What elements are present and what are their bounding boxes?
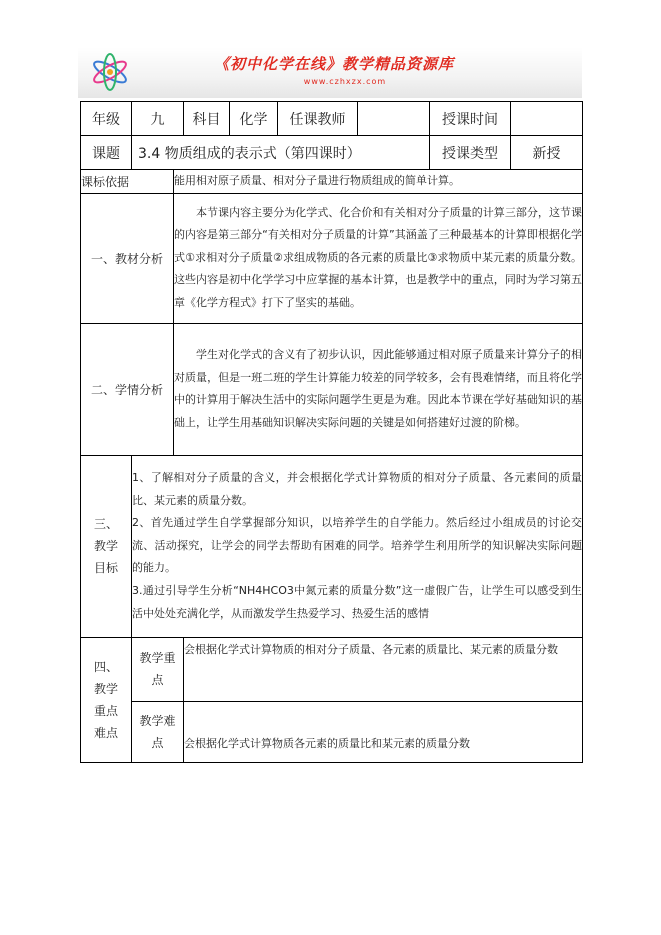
keypoints-label-line-3: 重点 <box>93 703 118 718</box>
grade-label: 年级 <box>81 102 132 136</box>
difficulty-text: 会根据化学式计算物质各元素的质量比和某元素的质量分数 <box>184 701 583 762</box>
key-label-line-2: 点 <box>151 673 164 688</box>
difficulty-label-line-2: 点 <box>151 735 164 750</box>
teacher-label: 任课教师 <box>278 102 358 136</box>
teacher-value <box>358 102 430 136</box>
goal-2: 2、首先通过学生自学掌握部分知识，以培养学生的自学能力。然后经过小组成员的讨论交流、活动探究，让学会的同学去帮助有困难的同学。培养学生利用所学的知识解决实际问题的能力。 <box>132 516 582 575</box>
student-text: 学生对化学式的含义有了初步认识，因此能够通过相对原子质量来计算分子的相对质量，但是一班二班的学生计算能力较差的同学较多，会有畏难情绪，而且将化学中的计算用于解决生活中的实际问题学生更是为难。因此本节课在学好基础知识的基础上，让学生用基础知识解决实际问题的关键是如何搭建好过渡的阶梯。 <box>174 347 582 429</box>
goals-row <box>81 455 583 637</box>
keypoints-label <box>81 637 132 762</box>
goals-label <box>81 455 132 637</box>
keypoints-label-line-1: 四、 <box>93 659 118 674</box>
lesson-plan-table <box>80 101 583 763</box>
type-label: 授课类型 <box>430 136 511 170</box>
goals-label-line-3: 目标 <box>93 561 118 576</box>
difficulty-row <box>81 701 583 762</box>
topic-label: 课题 <box>81 136 132 170</box>
keypoint-row <box>81 637 583 701</box>
goal-1: 1、了解相对分子质量的含义，并会根据化学式计算物质的相对分子质量、各元素间的质量比、某元素的质量分数。 <box>132 471 582 507</box>
material-row <box>81 193 583 323</box>
keypoints-label-line-4: 难点 <box>93 725 118 740</box>
difficulty-label <box>132 701 184 762</box>
grade-value: 九 <box>132 102 184 136</box>
material-label: 一、教材分析 <box>81 193 174 323</box>
material-text: 本节课内容主要分为化学式、化合价和有关相对分子质量的计算三部分，这节课的内容是第三部分“有关相对分子质量的计算”其涵盖了三种最基本的计算即根据化学式①求相对分子质量②求组成物质的各元素的质量比③求物质中某元素的质量分数。这些内容是初中化学学习中应掌握的基本计算，也是教学中的重点，同时为学习第五章《化学方程式》打下了坚实的基础。 <box>174 205 582 309</box>
standard-text: 能用相对原子质量、相对分子量进行物质组成的简单计算。 <box>174 170 583 194</box>
time-label: 授课时间 <box>430 102 511 136</box>
student-label: 二、学情分析 <box>81 323 174 455</box>
banner-title: 《初中化学在线》教学精品资源库 <box>214 55 455 73</box>
difficulty-label-line-1: 教学难 <box>139 713 176 728</box>
type-value: 新授 <box>511 136 583 170</box>
key-text: 会根据化学式计算物质的相对分子质量、各元素的质量比、某元素的质量分数 <box>184 637 583 701</box>
info-row-2 <box>81 136 583 170</box>
atom-logo-icon <box>88 50 132 94</box>
keypoints-label-line-2: 教学 <box>93 681 118 696</box>
topic-value: 3.4 物质组成的表示式（第四课时） <box>132 136 430 170</box>
goals-label-line-1: 三、 <box>93 517 118 532</box>
goals-label-line-2: 教学 <box>93 539 118 554</box>
goal-3: 3.通过引导学生分析“NH4HCO3中氮元素的质量分数”这一虚假广告，让学生可以感受到生活中处处充满化学，从而激发学生热爱学习、热爱生活的感情 <box>132 583 582 620</box>
subject-label: 科目 <box>184 102 230 136</box>
standard-label: 课标依据 <box>81 170 174 194</box>
banner-url: www.czhxzx.com <box>303 77 387 86</box>
standard-row <box>81 170 583 194</box>
student-row <box>81 323 583 455</box>
key-label-line-1: 教学重 <box>139 651 176 666</box>
time-value <box>511 102 583 136</box>
resource-banner <box>78 47 582 98</box>
subject-value: 化学 <box>230 102 278 136</box>
info-row-1 <box>81 102 583 136</box>
key-label <box>132 637 184 701</box>
